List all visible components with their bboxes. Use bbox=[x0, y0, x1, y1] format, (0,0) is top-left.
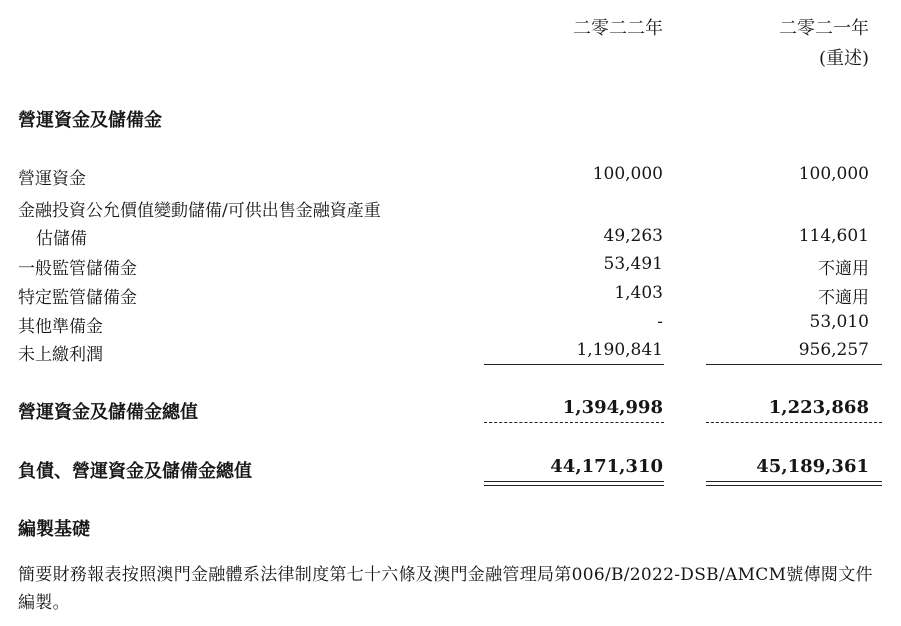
grand-total-double-rule bbox=[484, 485, 664, 486]
row-value-2021: 不適用 bbox=[818, 259, 869, 279]
row-value-2022: 1,403 bbox=[614, 283, 663, 303]
basis-title: 編製基礎 bbox=[18, 519, 90, 540]
row-label: 金融投資公允價值變動儲備/可供出售金融資產重 bbox=[18, 201, 381, 221]
row-value-2022: - bbox=[657, 312, 663, 332]
row-value-2021: 不適用 bbox=[818, 288, 869, 308]
row-label: 營運資金 bbox=[18, 169, 86, 189]
row-label: 一般監管儲備金 bbox=[18, 259, 137, 279]
row-value-2021: 956,257 bbox=[798, 340, 869, 360]
row-label: 特定監管儲備金 bbox=[18, 288, 137, 308]
year-2022-header: 二零二二年 bbox=[573, 18, 663, 39]
section-title: 營運資金及儲備金 bbox=[18, 110, 162, 131]
grand-total-double-rule bbox=[706, 481, 882, 482]
row-label: 未上繳利潤 bbox=[18, 345, 103, 365]
row-label-continuation: 估儲備 bbox=[36, 229, 87, 249]
total-rule bbox=[706, 422, 882, 423]
total-rule bbox=[484, 422, 664, 423]
subtotal-rule bbox=[706, 364, 882, 365]
total-reserves-2021: 1,223,868 bbox=[768, 397, 869, 418]
row-value-2022: 49,263 bbox=[603, 226, 663, 246]
grand-total-label: 負債、營運資金及儲備金總值 bbox=[18, 461, 252, 482]
total-reserves-label: 營運資金及儲備金總值 bbox=[18, 402, 198, 423]
subtotal-rule bbox=[484, 364, 664, 365]
row-value-2022: 53,491 bbox=[603, 254, 663, 274]
row-value-2021: 100,000 bbox=[798, 164, 869, 184]
total-reserves-2022: 1,394,998 bbox=[562, 397, 663, 418]
grand-total-double-rule bbox=[706, 485, 882, 486]
year-2021-header: 二零二一年 bbox=[779, 18, 869, 39]
row-label: 其他準備金 bbox=[18, 317, 103, 337]
row-value-2021: 114,601 bbox=[798, 226, 869, 246]
row-value-2022: 100,000 bbox=[592, 164, 663, 184]
grand-total-double-rule bbox=[484, 481, 664, 482]
row-value-2021: 53,010 bbox=[809, 312, 869, 332]
basis-paragraph: 簡要財務報表按照澳門金融體系法律制度第七十六條及澳門金融管理局第006/B/2022-DSB/AMCM號傳閱文件編製。 bbox=[18, 565, 873, 613]
grand-total-2022: 44,171,310 bbox=[550, 456, 663, 477]
grand-total-2021: 45,189,361 bbox=[756, 456, 869, 477]
row-value-2022: 1,190,841 bbox=[576, 340, 663, 360]
restated-note: (重述) bbox=[818, 48, 869, 69]
